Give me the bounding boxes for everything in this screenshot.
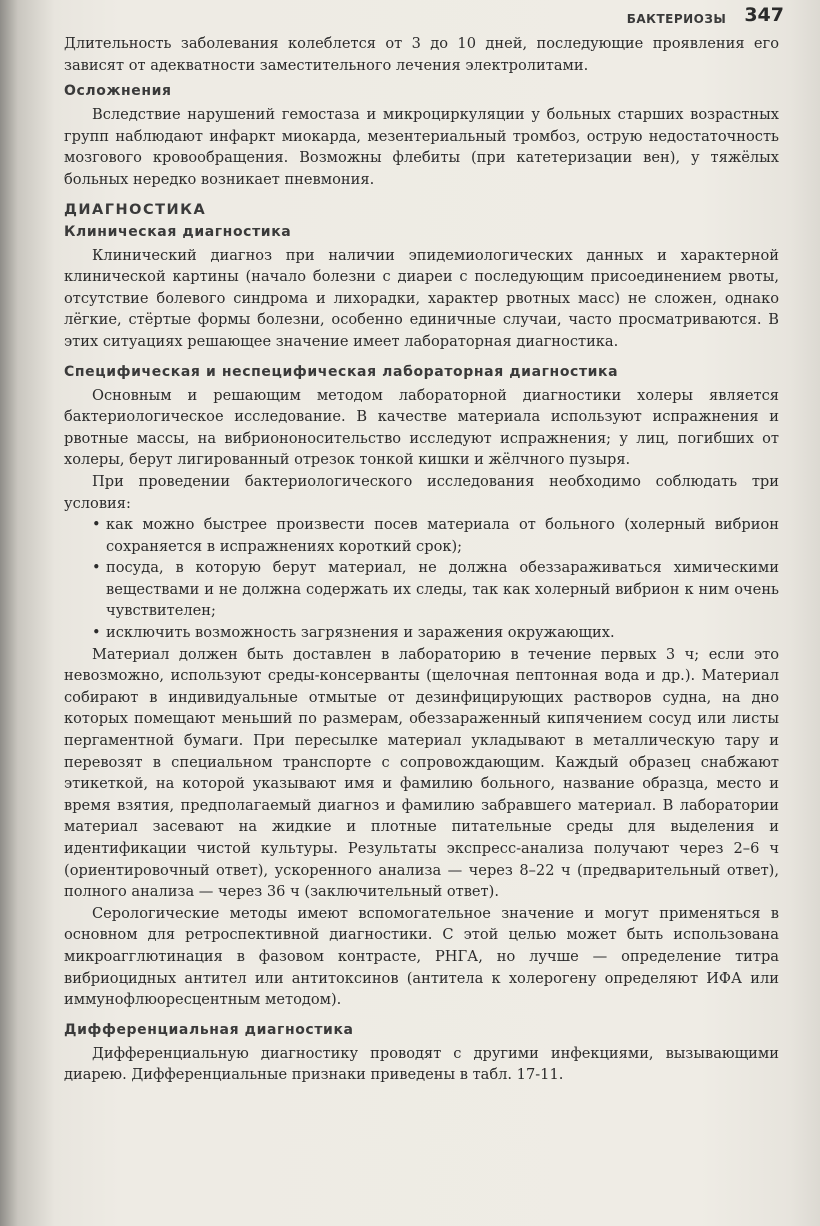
clinical-diagnostics-paragraph: Клинический диагноз при наличии эпидемиологических данных и характерной клинической картины (начало болезни с диареи с последующим присоединением рвоты, отсутствие болевого синдрома и лихорадки, характер рвотных масс) не сложен, однако лёгкие, стёртые формы болезни, особенно единичные случаи, часто просматриваются. В этих ситуациях решающее значение имеет лабораторная диагностика. bbox=[64, 246, 779, 350]
laboratory-diagnostics-heading: Специфическая и неспецифическая лабораторная диагностика bbox=[64, 363, 619, 380]
intro-paragraph: Длительность заболевания колеблется от 3 до 10 дней, последующие проявления его зависят от адекватности заместительного лечения электролитами. bbox=[64, 35, 779, 74]
page-body bbox=[64, 33, 779, 1086]
chapter-title: БАКТЕРИОЗЫ bbox=[626, 12, 727, 26]
conditions-list bbox=[64, 514, 779, 644]
running-head bbox=[60, 0, 784, 26]
laboratory-paragraph-2: При проведении бактериологического исследования необходимо соблюдать три условия: bbox=[64, 472, 779, 512]
list-item: • посуда, в которую берут материал, не должна обеззараживаться химическими веществами и не должна содержать их следы, так как холерный вибрион к ним очень чувствителен; bbox=[64, 557, 779, 622]
laboratory-paragraph-4: Серологические методы имеют вспомогательное значение и могут применяться в основном для ретроспективной диагностики. С этой целью может быть использована микроагглютинация в фазовом контрасте, РНГА, но лучше — определение титра вибриоцидных антител или антитоксинов (антитела к холерогену определяют ИФА или иммунофлюоресцентным методом). bbox=[64, 904, 779, 1009]
diagnostics-heading: ДИАГНОСТИКА bbox=[64, 201, 207, 218]
page-number: 347 bbox=[744, 4, 784, 26]
laboratory-paragraph-1: Основным и решающим методом лабораторной диагностики холеры является бактериологическое исследование. В качестве материала используют испражнения и рвотные массы, на вибриононосительство исследуют испражнения; у лиц, погибших от холеры, берут лигированный отрезок тонкой кишки и жёлчного пузыря. bbox=[64, 386, 779, 469]
complications-heading: Осложнения bbox=[64, 83, 172, 100]
laboratory-paragraph-3: Материал должен быть доставлен в лабораторию в течение первых 3 ч; если это невозможно, используют среды-консерванты (щелочная пептонная вода и др.). Материал собирают в индивидуальные отмытые от дезинфицирующих растворов судна, на дно которых помещают меньший по размерам, обеззараженный кипячением сосуд или листы пергаментной бумаги. При пересылке материал укладывают в металлическую тару и перевозят в специальном транспорте с сопровождающим. Каждый образец снабжают этикеткой, на которой указывают имя и фамилию больного, название образца, место и время взятия, предполагаемый диагноз и фамилию забравшего материал. В лаборатории материал засевают на жидкие и плотные питательные среды для выделения и идентификации чистой культуры. Результаты экспресс-анализа получают через 2–6 ч (ориентировочный ответ), ускоренного анализа — через 8–22 ч (предварительный ответ), полного анализа — через 36 ч (заключительный ответ). bbox=[64, 645, 779, 901]
differential-diagnostics-heading: Дифференциальная диагностика bbox=[64, 1021, 354, 1038]
complications-paragraph: Вследствие нарушений гемостаза и микроциркуляции у больных старших возрастных групп наблюдают инфаркт миокарда, мезентериальный тромбоз, острую недостаточность мозгового кровообращения. Возможны флебиты (при катетеризации вен), у тяжёлых больных нередко возникает пневмония. bbox=[64, 106, 779, 188]
differential-diagnostics-paragraph: Дифференциальную диагностику проводят с другими инфекциями, вызывающими диарею. Дифференциальные признаки приведены в табл. 17-11. bbox=[64, 1044, 779, 1084]
clinical-diagnostics-heading: Клиническая диагностика bbox=[64, 223, 292, 240]
list-item: • исключить возможность загрязнения и заражения окружающих. bbox=[64, 622, 779, 644]
list-item: • как можно быстрее произвести посев материала от больного (холерный вибрион сохраняется в испражнениях короткий срок); bbox=[64, 514, 779, 557]
